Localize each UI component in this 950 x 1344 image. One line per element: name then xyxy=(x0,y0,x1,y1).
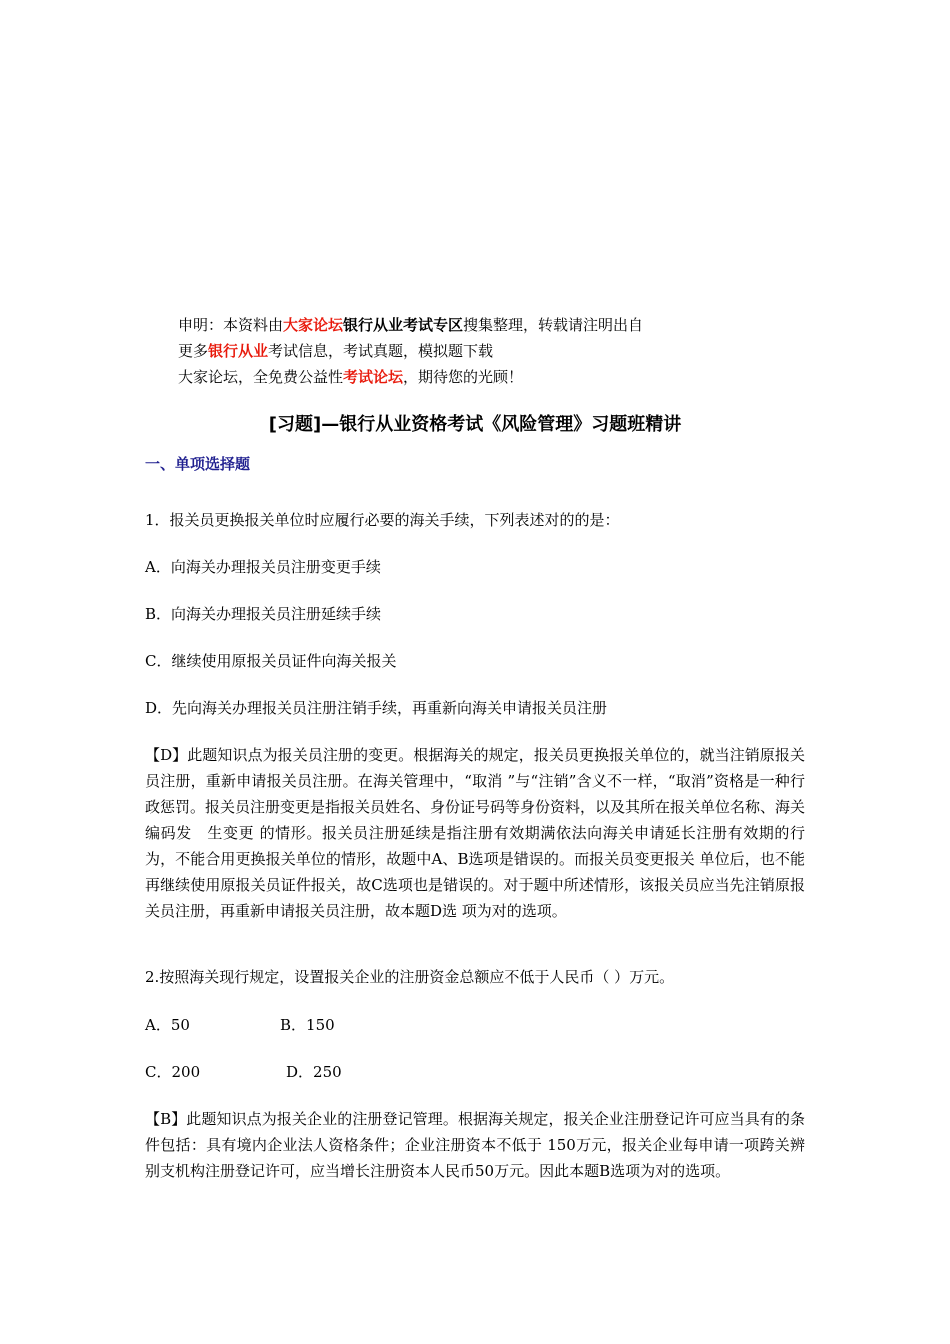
section-heading: 一、单项选择题 xyxy=(145,455,251,473)
question-1: 1．报关员更换报关单位时应履行必要的海关手续，下列表述对的的是： xyxy=(145,511,620,529)
exam-forum-link[interactable]: 考试论坛 xyxy=(343,368,404,386)
notice-text: 考试信息，考试真题，模拟题下载 xyxy=(268,342,494,360)
exam-zone-text: 银行从业考试专区 xyxy=(343,316,464,334)
notice-text: 搜集整理，转载请注明出自 xyxy=(463,316,644,334)
q1-answer-explanation: 【D】此题知识点为报关员注册的变更。根据海关的规定，报关员更换报关单位的，就当注销原报关员注册，重新申请报关员注册。在海关管理中，“取消 ”与“注销”含义不一样，“取消”资格是一种行政惩罚。报关员注册变更是指报关员姓名、身份证号码等身份资料，以及其所在报关单位名称、海关编码发 生变更 的情形。报关员注册延续是指注册有效期满依法向海关申请延长注册有效期的行为，不能合用更换报关单位的情形，故题中A、B选项是错误的。而报关员变更报关 单位后，也不能再继续使用原报关员证件报关，故C选项也是错误的。对于题中所述情形，该报关员应当先注销原报关员注册，再重新申请报关员注册，故本题D选 项为对的选项。 xyxy=(145,746,806,920)
notice-text: 申明：本资料由 xyxy=(178,316,284,334)
q2-answer-explanation: 【B】此题知识点为报关企业的注册登记管理。根据海关规定，报关企业注册登记许可应当具有的条件包括：具有境内企业法人资格条件；企业注册资本不低于 150万元，报关企业每申请一项跨关辨别支机构注册登记许可，应当增长注册资本人民币50万元。因此本题B选项为对的选项。 xyxy=(145,1110,805,1180)
q1-option-a: A．向海关办理报关员注册变更手续 xyxy=(145,558,381,576)
question-2: 2.按照海关现行规定，设置报关企业的注册资金总额应不低于人民币（ ）万元。 xyxy=(145,968,675,986)
q2-option-c: C．200 xyxy=(145,1063,201,1081)
q2-options-row-2 xyxy=(145,1059,342,1085)
q2-option-a: A．50 xyxy=(145,1016,190,1034)
notice-line-3 xyxy=(178,364,738,390)
q2-option-d: D．250 xyxy=(286,1063,342,1081)
document-title: [习题]—银行从业资格考试《风险管理》习题班精讲 xyxy=(268,414,682,435)
notice-text: 大家论坛，全免费公益性 xyxy=(178,368,344,386)
bank-exam-link[interactable]: 银行从业 xyxy=(208,342,269,360)
notice-text: 更多 xyxy=(178,342,209,360)
copyright-notice xyxy=(178,312,738,390)
q2-options-row-1 xyxy=(145,1012,335,1038)
notice-line-2 xyxy=(178,338,738,364)
notice-text: ，期待您的光顾！ xyxy=(403,368,524,386)
q1-option-d: D．先向海关办理报关员注册注销手续，再重新向海关申请报关员注册 xyxy=(145,699,608,717)
forum-link[interactable]: 大家论坛 xyxy=(283,316,344,334)
q1-option-c: C．继续使用原报关员证件向海关报关 xyxy=(145,652,397,670)
notice-line-1 xyxy=(178,312,738,338)
q1-option-b: B．向海关办理报关员注册延续手续 xyxy=(145,605,382,623)
q2-option-b: B．150 xyxy=(280,1016,335,1034)
